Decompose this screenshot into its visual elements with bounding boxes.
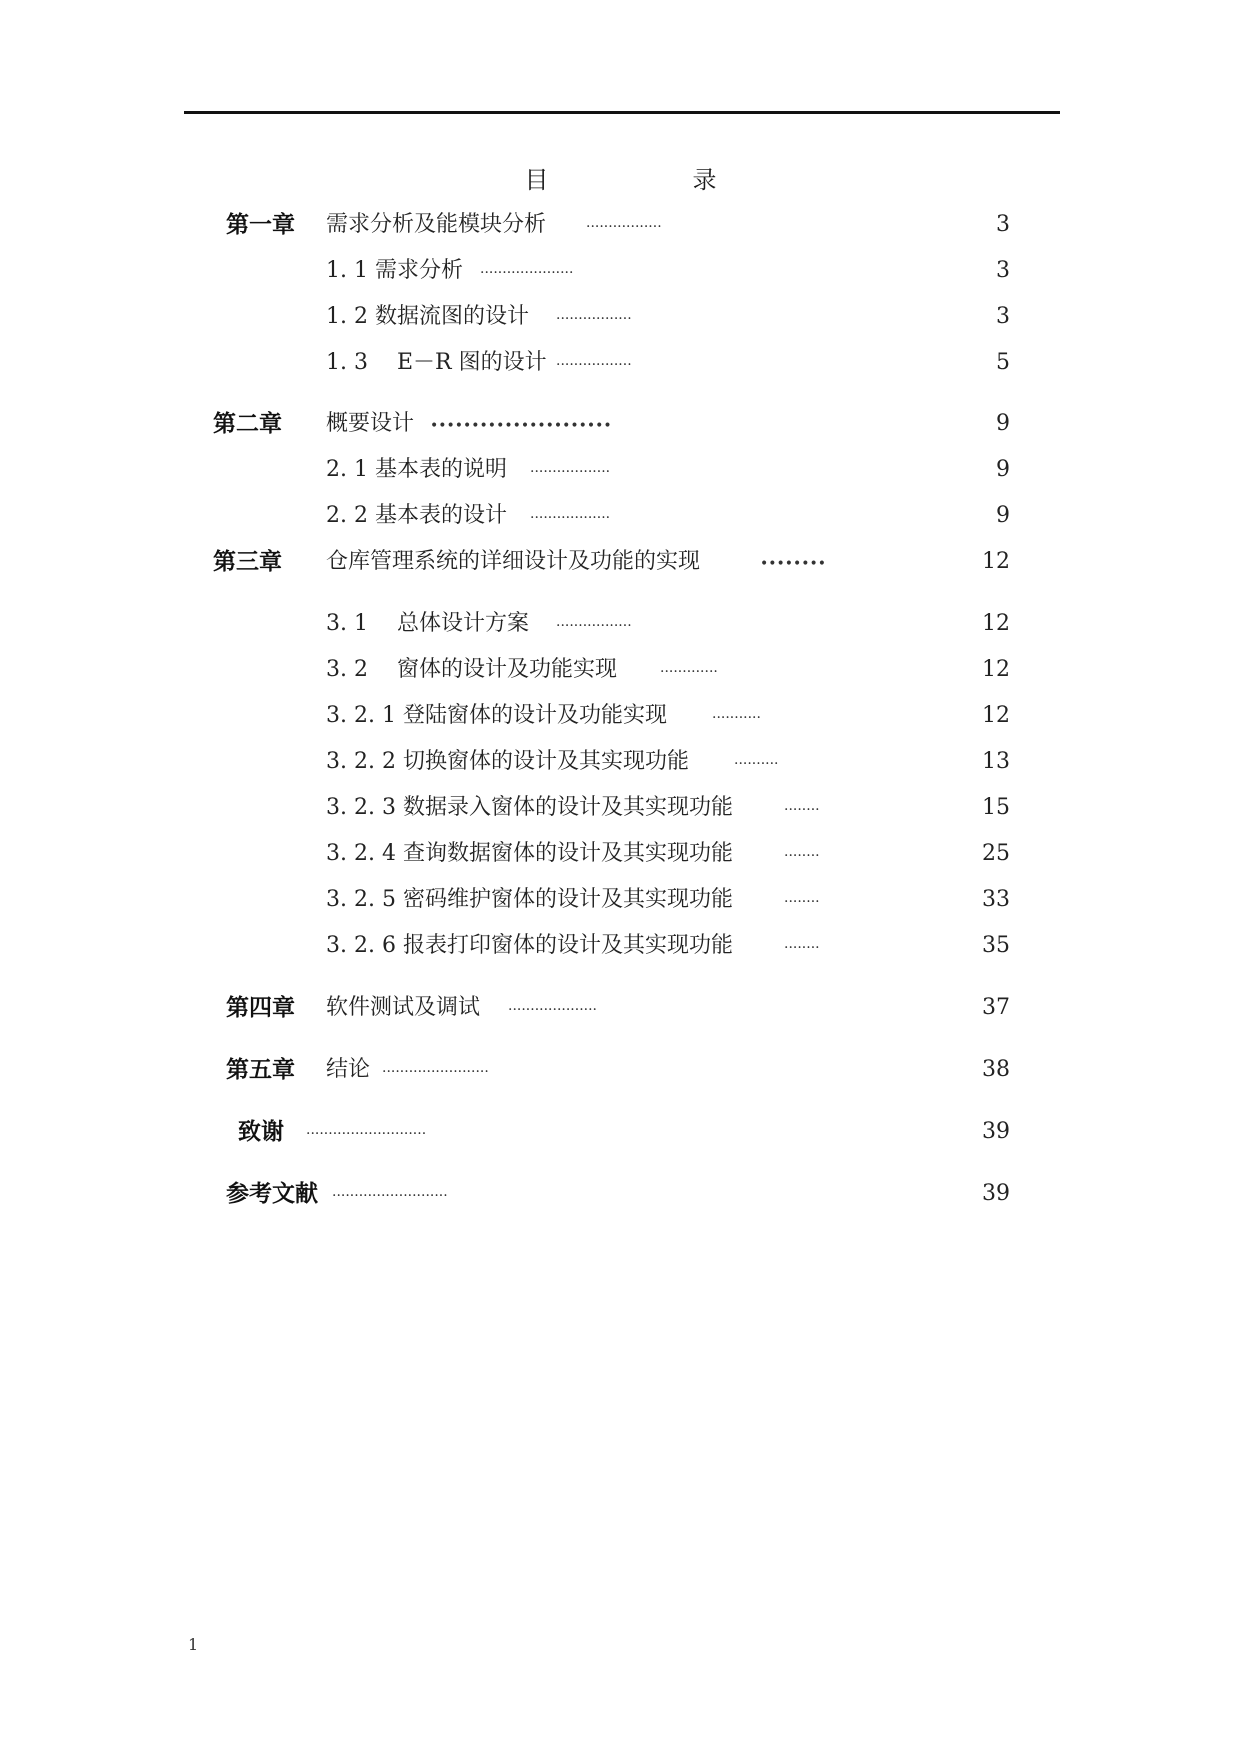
- toc-chapter-label: 第二章: [213, 411, 282, 437]
- toc-entry-2-2[interactable]: [0, 500, 1241, 532]
- toc-entry-3-2-2[interactable]: [0, 746, 1241, 778]
- toc-page-number: 13: [982, 749, 1010, 774]
- toc-entry-chapter-2[interactable]: [0, 408, 1241, 440]
- header-rule: [184, 111, 1060, 114]
- toc-entry-label: 1. 2 数据流图的设计: [326, 304, 529, 329]
- toc-leader-dots: ········: [784, 848, 820, 864]
- toc-entry-label: 3. 1 总体设计方案: [326, 611, 529, 636]
- toc-leader-dots: ··················: [530, 464, 611, 480]
- toc-entry-label: 概要设计: [326, 411, 415, 436]
- toc-page-number: 12: [982, 657, 1010, 682]
- toc-entry-3-2[interactable]: [0, 654, 1241, 686]
- toc-leader-dots: ·················: [556, 618, 632, 634]
- toc-chapter-label: 第一章: [226, 212, 295, 238]
- toc-page-number: 12: [982, 549, 1010, 574]
- toc-leader-dots: ·····················: [480, 265, 574, 281]
- toc-entry-3-2-4[interactable]: [0, 838, 1241, 870]
- toc-entry-chapter-1[interactable]: [0, 209, 1241, 241]
- toc-leader-dots: ·················: [556, 311, 632, 327]
- toc-leader-dots: ••••••••••••••••••••••: [430, 418, 612, 434]
- toc-entry-references[interactable]: [0, 1178, 1241, 1210]
- toc-entry-1-1[interactable]: [0, 255, 1241, 287]
- toc-entry-label: 仓库管理系统的详细设计及功能的实现: [326, 549, 701, 574]
- toc-page-number: 3: [996, 258, 1010, 283]
- toc-chapter-label: 第五章: [226, 1057, 295, 1083]
- toc-leader-dots: ·············: [660, 664, 718, 680]
- toc-leader-dots: ·················: [556, 357, 632, 373]
- toc-leader-dots: ···························: [306, 1126, 427, 1142]
- toc-entry-label: 软件测试及调试: [326, 995, 481, 1020]
- toc-entry-label: 结论: [326, 1057, 371, 1082]
- toc-page-number: 37: [982, 995, 1010, 1020]
- toc-entry-3-2-3[interactable]: [0, 792, 1241, 824]
- toc-page-number: 3: [996, 212, 1010, 237]
- toc-entry-chapter-5[interactable]: [0, 1054, 1241, 1086]
- toc-page-number: 35: [982, 933, 1010, 958]
- toc-entry-3-1[interactable]: [0, 608, 1241, 640]
- toc-leader-dots: ········: [784, 894, 820, 910]
- toc-entry-1-2[interactable]: [0, 301, 1241, 333]
- toc-leader-dots: ·················: [586, 219, 662, 235]
- toc-page-number: 9: [996, 457, 1010, 482]
- toc-entry-label: 3. 2. 2 切换窗体的设计及其实现功能: [326, 749, 689, 774]
- toc-page-number: 25: [982, 841, 1010, 866]
- toc-entry-label: 3. 2. 1 登陆窗体的设计及功能实现: [326, 703, 667, 728]
- toc-page-number: 15: [982, 795, 1010, 820]
- footer-page-number: 1: [188, 1635, 199, 1654]
- toc-leader-dots: ··········: [734, 756, 779, 772]
- toc-leader-dots: ····················: [508, 1002, 598, 1018]
- toc-leader-dots: ··················: [530, 510, 611, 526]
- toc-entry-label: 2. 1 基本表的说明: [326, 457, 507, 482]
- toc-entry-chapter-4[interactable]: [0, 992, 1241, 1024]
- toc-chapter-label: 参考文献: [226, 1181, 318, 1207]
- toc-entry-label: 3. 2. 3 数据录入窗体的设计及其实现功能: [326, 795, 733, 820]
- toc-leader-dots: ········: [784, 940, 820, 956]
- toc-leader-dots: ··························: [332, 1188, 448, 1204]
- toc-chapter-label: 第四章: [226, 995, 295, 1021]
- toc-leader-dots: ························: [382, 1064, 489, 1080]
- toc-entry-acknowledgements[interactable]: [0, 1116, 1241, 1148]
- toc-entry-label: 1. 1 需求分析: [326, 258, 463, 283]
- toc-entry-3-2-6[interactable]: [0, 930, 1241, 962]
- toc-entry-chapter-3[interactable]: [0, 546, 1241, 578]
- toc-page-number: 38: [982, 1057, 1010, 1082]
- toc-page-number: 39: [982, 1119, 1010, 1144]
- toc-leader-dots: ···········: [712, 710, 761, 726]
- toc-page-number: 12: [982, 703, 1010, 728]
- toc-leader-dots: ········: [784, 802, 820, 818]
- toc-leader-dots: ••••••••: [760, 556, 827, 572]
- toc-page-number: 9: [996, 411, 1010, 436]
- toc-entry-label: 3. 2. 6 报表打印窗体的设计及其实现功能: [326, 933, 733, 958]
- toc-chapter-label: 第三章: [213, 549, 282, 575]
- toc-title: 目 录: [524, 166, 749, 194]
- toc-page-number: 5: [996, 350, 1010, 375]
- toc-entry-1-3[interactable]: [0, 347, 1241, 379]
- toc-chapter-label: 致谢: [238, 1119, 284, 1145]
- toc-entry-label: 需求分析及能模块分析: [326, 212, 547, 237]
- toc-entry-label: 1. 3 E－R 图的设计: [326, 350, 547, 375]
- toc-entry-label: 3. 2. 5 密码维护窗体的设计及其实现功能: [326, 887, 733, 912]
- toc-page-number: 9: [996, 503, 1010, 528]
- toc-page-number: 33: [982, 887, 1010, 912]
- toc-entry-3-2-5[interactable]: [0, 884, 1241, 916]
- toc-entry-label: 2. 2 基本表的设计: [326, 503, 507, 528]
- toc-page-number: 12: [982, 611, 1010, 636]
- toc-entry-label: 3. 2 窗体的设计及功能实现: [326, 657, 617, 682]
- toc-page-number: 3: [996, 304, 1010, 329]
- toc-entry-2-1[interactable]: [0, 454, 1241, 486]
- toc-entry-label: 3. 2. 4 查询数据窗体的设计及其实现功能: [326, 841, 733, 866]
- toc-entry-3-2-1[interactable]: [0, 700, 1241, 732]
- toc-page-number: 39: [982, 1181, 1010, 1206]
